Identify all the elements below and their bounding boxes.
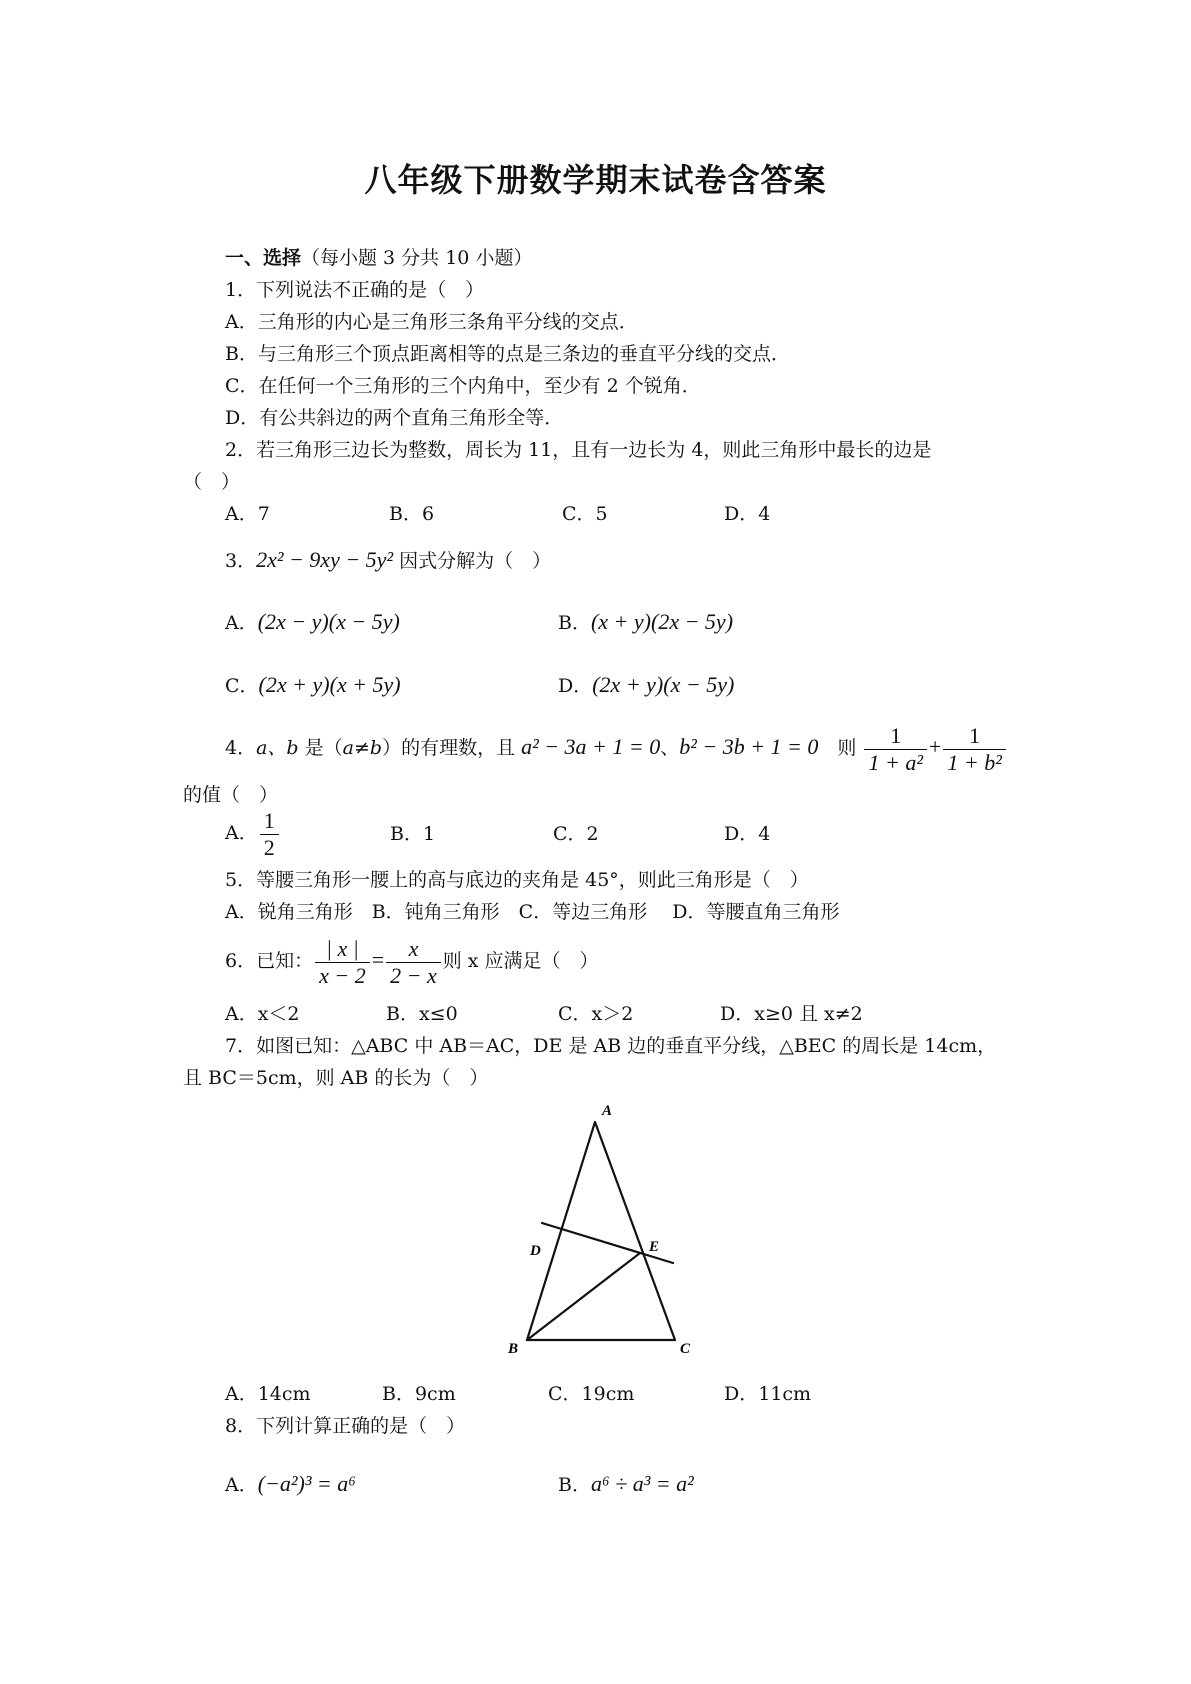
q8-option-a-expr: (−a²)³ = a⁶ bbox=[257, 1471, 356, 1496]
q6-stem-tail: 则 x 应满足（ ） bbox=[442, 950, 599, 972]
vertex-label-e: E bbox=[649, 1239, 660, 1255]
q6-fraction-2-denominator: 2 − x bbox=[390, 962, 437, 988]
q3-option-c-label: C． bbox=[225, 675, 259, 697]
side-ac bbox=[595, 1122, 675, 1340]
q4-option-d: D．4 bbox=[724, 823, 771, 845]
vertex-label-b: B bbox=[508, 1341, 519, 1355]
q7-option-d: D．11cm bbox=[724, 1383, 812, 1405]
q6-option-d: D．x≥0 且 x≠2 bbox=[720, 1003, 863, 1025]
q4-separator: 、 bbox=[660, 737, 680, 759]
q4-option-b: B．1 bbox=[390, 823, 436, 845]
q4-fraction-2 bbox=[943, 723, 1005, 776]
q4-fraction-2-denominator: 1 + b² bbox=[947, 749, 1002, 775]
q7-option-a: A．14cm bbox=[225, 1383, 311, 1405]
q4-option-c: C．2 bbox=[553, 823, 599, 845]
q8-option-b bbox=[558, 1472, 694, 1497]
q1-option-d: D．有公共斜边的两个直角三角形全等． bbox=[225, 407, 564, 429]
q4-equation-2: b² − 3b + 1 = 0 bbox=[679, 734, 819, 759]
page-title: 八年级下册数学期末试卷含答案 bbox=[364, 161, 827, 199]
q7-stem: 7．如图已知：△ABC 中 AB＝AC，DE 是 AB 边的垂直平分线，△BEC 的周长是 14cm， bbox=[225, 1035, 997, 1057]
q6-option-c: C．x＞2 bbox=[558, 1003, 634, 1025]
q4-condition: a≠b bbox=[342, 737, 383, 759]
q8-stem: 8．下列计算正确的是（ ） bbox=[225, 1415, 466, 1437]
q1-option-b: B．与三角形三个顶点距离相等的点是三条边的垂直平分线的交点． bbox=[225, 343, 790, 365]
vertex-label-d: D bbox=[530, 1243, 541, 1259]
q4-option-a-denominator: 2 bbox=[263, 834, 275, 860]
q7-option-b: B．9cm bbox=[382, 1383, 456, 1405]
q4-option-a-label: A． bbox=[225, 822, 258, 844]
q2-stem-continued: （ ） bbox=[183, 471, 241, 493]
q5-options: A．锐角三角形 B．钝角三角形 C．等边三角形 D．等腰直角三角形 bbox=[225, 901, 840, 923]
side-ab bbox=[527, 1122, 595, 1340]
vertex-label-c: C bbox=[680, 1341, 691, 1355]
q8-option-a bbox=[225, 1472, 356, 1497]
q7-option-c: C．19cm bbox=[548, 1383, 635, 1405]
q2-option-c: C．5 bbox=[562, 503, 608, 525]
q8-option-b-expr: a⁶ ÷ a³ = a² bbox=[590, 1471, 694, 1496]
q3-option-b-expr: (x + y)(2x − 5y) bbox=[590, 609, 734, 634]
q6-equals: = bbox=[371, 947, 385, 972]
q4-text-1: 是（ bbox=[298, 737, 343, 759]
q3-option-d bbox=[558, 673, 734, 698]
q4-number: 4． bbox=[225, 737, 257, 759]
q3-option-a bbox=[225, 610, 400, 635]
q3-option-a-label: A． bbox=[225, 612, 258, 634]
triangle-figure bbox=[500, 1095, 710, 1355]
q3-option-a-expr: (2x − y)(x − 5y) bbox=[257, 609, 400, 634]
q8-option-b-label: B． bbox=[558, 1474, 591, 1496]
q4-fraction-1-denominator: 1 + a² bbox=[868, 749, 923, 775]
q5-stem: 5．等腰三角形一腰上的高与底边的夹角是 45°，则此三角形是（ ） bbox=[225, 869, 809, 891]
q6-option-b: B．x≤0 bbox=[386, 1003, 458, 1025]
q3-option-d-expr: (2x + y)(x − 5y) bbox=[592, 672, 735, 697]
q3-option-c bbox=[225, 673, 401, 698]
q3-number: 3． bbox=[225, 550, 257, 572]
q3-option-b bbox=[558, 610, 733, 635]
section-note: （每小题 3 分共 10 小题） bbox=[301, 247, 533, 269]
q6-stem bbox=[225, 932, 599, 989]
section-header bbox=[225, 246, 532, 270]
q4-fraction-2-numerator: 1 bbox=[943, 723, 1005, 750]
vertex-label-a: A bbox=[602, 1103, 613, 1119]
q4-stem-continued: 的值（ ） bbox=[183, 784, 279, 806]
q3-option-b-label: B． bbox=[558, 612, 591, 634]
q4-fraction-1 bbox=[864, 723, 926, 776]
q2-option-b: B．6 bbox=[389, 503, 435, 525]
q4-option-a-numerator: 1 bbox=[260, 808, 279, 835]
segment-be bbox=[527, 1253, 640, 1340]
q4-text-2: ）的有理数，且 bbox=[382, 737, 522, 759]
q2-option-d: D．4 bbox=[724, 503, 771, 525]
q4-stem bbox=[225, 720, 1008, 776]
q2-stem: 2．若三角形三边长为整数，周长为 11，且有一边长为 4，则此三角形中最长的边是 bbox=[225, 439, 932, 461]
q6-number: 6．已知： bbox=[225, 950, 314, 972]
q4-option-a bbox=[225, 806, 281, 861]
q4-then: 则 bbox=[818, 737, 857, 759]
q1-option-a: A．三角形的内心是三角形三条角平分线的交点． bbox=[225, 311, 638, 333]
q4-plus: + bbox=[928, 734, 942, 759]
q8-option-a-label: A． bbox=[225, 1474, 258, 1496]
q4-option-a-fraction bbox=[260, 808, 279, 861]
q6-option-a: A．x＜2 bbox=[225, 1003, 300, 1025]
q1-option-c: C．在任何一个三角形的三个内角中，至少有 2 个锐角． bbox=[225, 375, 701, 397]
q6-fraction-1-numerator: | x | bbox=[315, 936, 370, 963]
q4-equation-1: a² − 3a + 1 = 0 bbox=[521, 734, 661, 759]
q1-stem: 1．下列说法不正确的是（ ） bbox=[225, 279, 485, 301]
q6-fraction-2-numerator: x bbox=[386, 936, 441, 963]
q3-stem-tail: 因式分解为（ ） bbox=[393, 550, 552, 572]
q3-option-c-expr: (2x + y)(x + 5y) bbox=[258, 672, 401, 697]
q6-fraction-2 bbox=[386, 936, 441, 989]
q3-option-d-label: D． bbox=[558, 675, 593, 697]
q2-option-a: A．7 bbox=[225, 503, 270, 525]
q3-expression: 2x² − 9xy − 5y² bbox=[256, 547, 394, 572]
q4-vars: a、b bbox=[256, 737, 299, 759]
q3-stem bbox=[225, 548, 551, 573]
q6-fraction-1 bbox=[315, 936, 370, 989]
q6-fraction-1-denominator: x − 2 bbox=[319, 962, 366, 988]
section-label: 一、选择 bbox=[225, 247, 302, 269]
q4-fraction-1-numerator: 1 bbox=[864, 723, 926, 750]
q7-stem-continued: 且 BC＝5cm，则 AB 的长为（ ） bbox=[183, 1067, 489, 1089]
